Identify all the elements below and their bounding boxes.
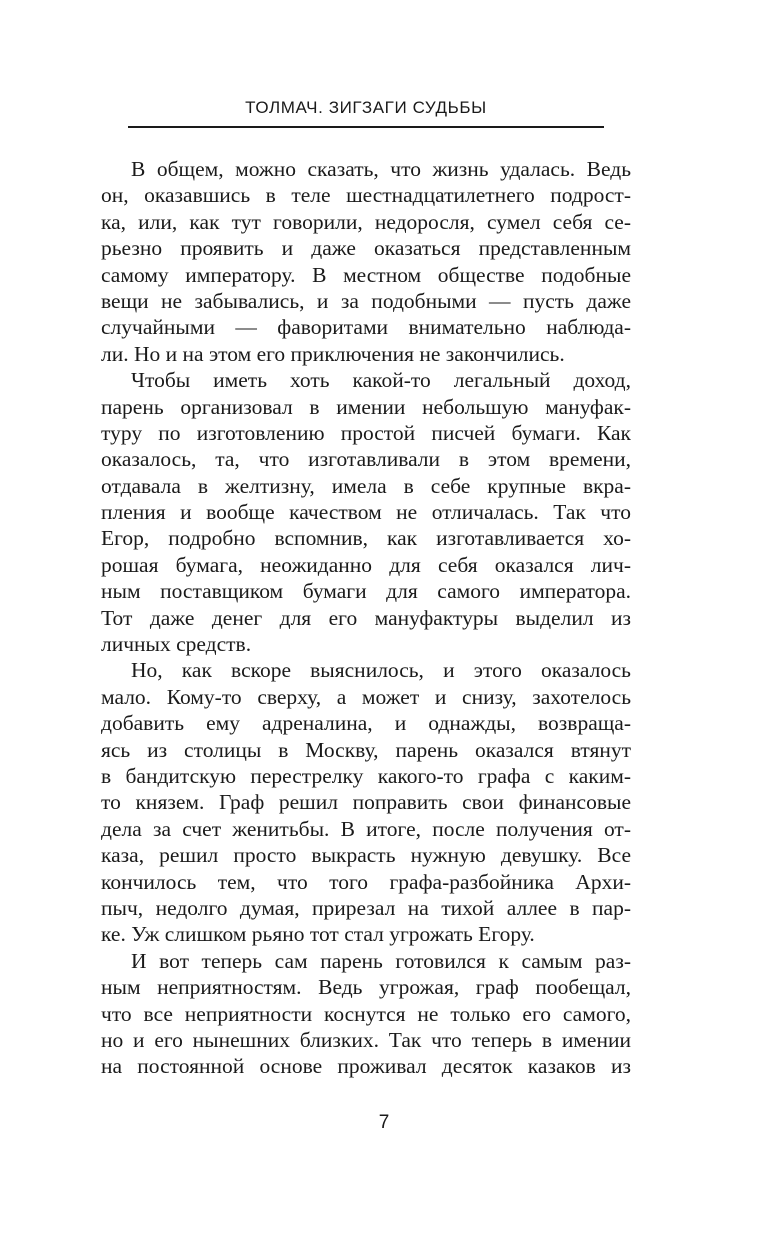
text-line: ка, или, как тут говорили, недоросля, сумел себя се- bbox=[101, 209, 631, 234]
text-line: оказалось, та, что изготавливали в этом времени, bbox=[101, 447, 631, 472]
text-line: каза, решил просто выкрасть нужную девушку. Все bbox=[101, 843, 631, 868]
header-rule bbox=[128, 126, 604, 128]
text-line: ке. Уж слишком рьяно тот стал угрожать Егору. bbox=[101, 922, 535, 947]
text-line: пыч, недолго думая, прирезал на тихой аллее в пар- bbox=[101, 895, 631, 920]
text-line: Чтобы иметь хоть какой-то легальный доход, bbox=[131, 368, 631, 393]
text-line: В общем, можно сказать, что жизнь удалась. Ведь bbox=[131, 157, 631, 181]
page-number: 7 bbox=[378, 1112, 390, 1133]
text-line: Но, как вскоре выяснилось, и этого оказалось bbox=[131, 658, 631, 683]
text-line: рьезно проявить и даже оказаться представленным bbox=[101, 236, 631, 261]
text-line: ли. Но и на этом его приключения не закончились. bbox=[101, 341, 565, 366]
text-line: туру по изготовлению простой писчей бумаги. Как bbox=[101, 420, 631, 445]
text-line: пления и вообще качеством не отличалась. Так что bbox=[101, 500, 631, 525]
text-line: он, оказавшись в теле шестнадцатилетнего подрост- bbox=[101, 183, 631, 208]
text-line: добавить ему адреналина, и однажды, возвраща- bbox=[101, 711, 631, 736]
text-line: мало. Кому-то сверху, а может и снизу, захотелось bbox=[101, 684, 631, 709]
running-head: ТОЛМАЧ. ЗИГЗАГИ СУДЬБЫ bbox=[245, 98, 487, 117]
text-line: на постоянной основе проживал десяток казаков из bbox=[101, 1054, 631, 1079]
text-line: дела за счет женитьбы. В итоге, после получения от- bbox=[101, 816, 631, 841]
text-line: рошая бумага, неожиданно для себя оказался лич- bbox=[101, 552, 631, 577]
text-line: личных средств. bbox=[101, 632, 252, 657]
text-line: то князем. Граф решил поправить свои финансовые bbox=[101, 790, 631, 815]
text-line: но и его нынешних близких. Так что теперь в имении bbox=[101, 1027, 631, 1052]
text-line: И вот теперь сам парень готовился к самым раз- bbox=[131, 948, 631, 973]
text-line: ным неприятностям. Ведь угрожая, граф пообещал, bbox=[101, 975, 631, 1000]
text-line: парень организовал в имении небольшую мануфак- bbox=[101, 394, 631, 419]
text-line: случайными — фаворитами внимательно наблюда- bbox=[101, 315, 631, 340]
text-line: вещи не забывались, и за подобными — пусть даже bbox=[101, 288, 631, 313]
text-line: отдавала в желтизну, имела в себе крупные вкра- bbox=[101, 473, 631, 498]
text-line: в бандитскую перестрелку какого-то графа с каким- bbox=[101, 763, 631, 788]
body-text bbox=[101, 156, 631, 1080]
text-line: самому императору. В местном обществе подобные bbox=[101, 262, 631, 287]
text-line: ным поставщиком бумаги для самого императора. bbox=[101, 579, 631, 604]
text-line: Тот даже денег для его мануфактуры выделил из bbox=[101, 605, 631, 630]
text-line: кончилось тем, что того графа-разбойника Архи- bbox=[101, 869, 631, 894]
text-line: что все неприятности коснутся не только его самого, bbox=[101, 1001, 631, 1026]
text-line: Егор, подробно вспомнив, как изготавливается хо- bbox=[101, 526, 631, 551]
text-line: ясь из столицы в Москву, парень оказался втянут bbox=[101, 737, 631, 762]
